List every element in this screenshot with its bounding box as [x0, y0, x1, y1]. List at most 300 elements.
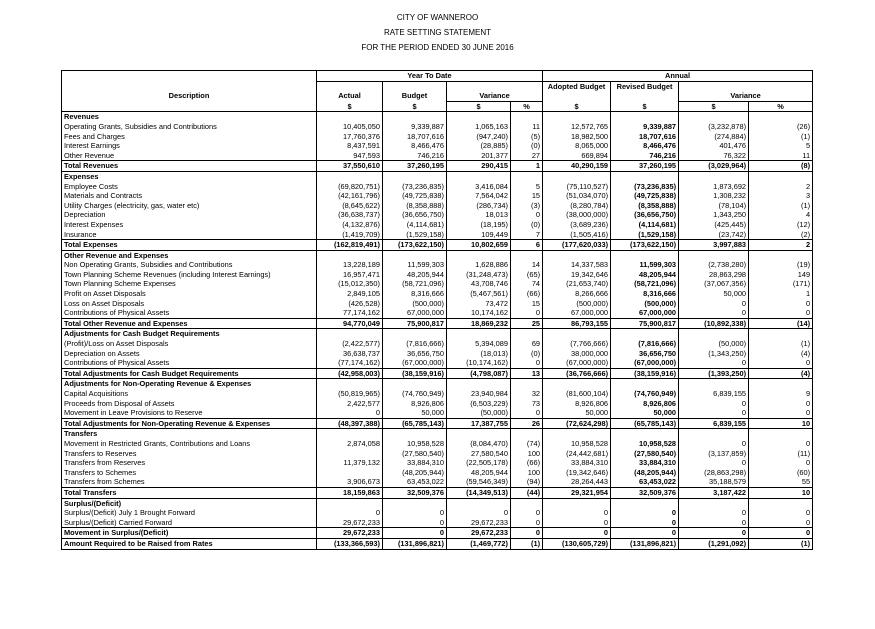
- table-row: [62, 220, 813, 230]
- header-revised: Revised Budget: [611, 81, 679, 91]
- cell-value: [749, 429, 813, 439]
- cell-value: 10,958,528: [611, 439, 679, 449]
- cell-value: (19,342,646): [543, 468, 611, 478]
- cell-value: 36,638,737: [317, 349, 383, 359]
- cell-value: 73: [511, 399, 543, 409]
- report-title-period: FOR THE PERIOD ENDED 30 JUNE 2016: [361, 43, 514, 52]
- cell-value: 36,656,750: [383, 349, 447, 359]
- cell-value: [749, 498, 813, 508]
- table-row: [62, 182, 813, 192]
- cell-value: 48,205,944: [611, 270, 679, 280]
- cell-value: 10,405,050: [317, 122, 383, 132]
- cell-value: (1,529,158): [383, 230, 447, 240]
- cell-value: 32,509,376: [383, 487, 447, 498]
- cell-value: [543, 498, 611, 508]
- cell-value: (3,232,878): [679, 122, 749, 132]
- cell-value: (67,000,000): [611, 358, 679, 368]
- row-description: Movement in Surplus/(Deficit): [62, 528, 317, 539]
- cell-value: 8,926,806: [543, 399, 611, 409]
- cell-value: 2: [749, 182, 813, 192]
- cell-value: (75,110,527): [543, 182, 611, 192]
- row-description: Revenues: [64, 112, 99, 122]
- cell-value: 2,874,058: [317, 439, 383, 449]
- header-actual: Actual: [317, 91, 383, 101]
- cell-value: (6,503,229): [447, 399, 511, 409]
- cell-value: [611, 329, 679, 339]
- row-description: Town Planning Scheme Expenses: [64, 279, 176, 289]
- cell-value: 0: [543, 508, 611, 518]
- cell-value: (1): [511, 538, 543, 549]
- cell-value: (58,721,096): [611, 279, 679, 289]
- cell-value: (69,820,751): [317, 182, 383, 192]
- cell-value: (1,529,158): [611, 230, 679, 240]
- row-description: Adjustments for Cash Budget Requirements: [64, 329, 220, 339]
- cell-value: [511, 379, 543, 389]
- table-row: [62, 260, 813, 270]
- cell-value: (133,366,593): [317, 538, 383, 549]
- cell-value: (49,725,838): [611, 191, 679, 201]
- section-heading-row: [62, 498, 813, 508]
- cell-value: [749, 329, 813, 339]
- table-row: [62, 270, 813, 280]
- cell-value: (500,000): [543, 299, 611, 309]
- cell-value: (5,467,561): [447, 289, 511, 299]
- cell-value: 37,260,195: [611, 161, 679, 172]
- cell-value: (10,892,338): [679, 318, 749, 329]
- cell-value: 1,308,232: [679, 191, 749, 201]
- cell-value: (22,505,178): [447, 458, 511, 468]
- row-description: Adjustments for Non-Operating Revenue & Expenses: [64, 379, 252, 389]
- cell-value: (162,819,491): [317, 240, 383, 251]
- table-row: [62, 518, 813, 528]
- row-description: Fees and Charges: [64, 131, 125, 141]
- cell-value: 0: [511, 358, 543, 368]
- cell-value: 0: [679, 408, 749, 418]
- cell-value: 11,599,303: [611, 260, 679, 270]
- cell-value: (67,000,000): [543, 358, 611, 368]
- cell-value: 29,672,233: [447, 528, 511, 539]
- row-description: Interest Earnings: [64, 141, 120, 151]
- cell-value: (36,656,750): [383, 210, 447, 220]
- row-description: Proceeds from Disposal of Assets: [64, 398, 175, 408]
- cell-value: 32: [511, 389, 543, 399]
- table-row: [62, 358, 813, 368]
- cell-value: (73,236,835): [611, 182, 679, 192]
- table-row: [62, 201, 813, 211]
- cell-value: (15,012,350): [317, 279, 383, 289]
- cell-value: 29,672,233: [317, 528, 383, 539]
- cell-value: 6,839,155: [679, 389, 749, 399]
- cell-value: 29,321,954: [543, 487, 611, 498]
- section-heading-row: [62, 429, 813, 439]
- cell-value: 0: [679, 458, 749, 468]
- table-row: [62, 308, 813, 318]
- total-row: [62, 240, 813, 251]
- row-description: Transfers: [64, 429, 98, 439]
- cell-value: 67,000,000: [383, 308, 447, 318]
- cell-value: (3,689,236): [543, 220, 611, 230]
- cell-value: 27,580,540: [447, 449, 511, 459]
- cell-value: (37,067,356): [679, 279, 749, 289]
- table-row: [62, 468, 813, 478]
- cell-value: (77,174,162): [317, 358, 383, 368]
- cell-value: 18,707,616: [611, 132, 679, 142]
- cell-value: 8,266,666: [543, 289, 611, 299]
- cell-value: (173,622,150): [383, 240, 447, 251]
- cell-value: (1): [749, 201, 813, 211]
- cell-value: (48,205,944): [383, 468, 447, 478]
- row-description: Loss on Asset Disposals: [64, 298, 145, 308]
- cell-value: [383, 429, 447, 439]
- cell-value: (11): [749, 449, 813, 459]
- row-description: Profit on Asset Disposals: [64, 289, 146, 299]
- cell-value: 18,869,232: [447, 318, 511, 329]
- cell-value: 26: [511, 418, 543, 429]
- cell-value: (131,896,821): [383, 538, 447, 549]
- cell-value: (2,738,280): [679, 260, 749, 270]
- cell-value: [383, 112, 447, 122]
- cell-value: (38,159,916): [383, 368, 447, 379]
- cell-value: 0: [679, 399, 749, 409]
- report-titles: [0, 10, 875, 55]
- cell-value: (38,159,916): [611, 368, 679, 379]
- cell-value: (426,528): [317, 299, 383, 309]
- cell-value: [317, 498, 383, 508]
- header-description: Description: [168, 91, 210, 101]
- cell-value: (50,000): [447, 408, 511, 418]
- cell-value: 0: [317, 408, 383, 418]
- cell-value: [317, 429, 383, 439]
- cell-value: 33,884,310: [611, 458, 679, 468]
- table-row: [62, 399, 813, 409]
- cell-value: (81,600,104): [543, 389, 611, 399]
- row-description: Movement in Restricted Grants, Contributions and Loans: [64, 438, 251, 448]
- unit-dollar: $: [611, 101, 679, 112]
- section-heading-row: [62, 250, 813, 260]
- table-row: [62, 191, 813, 201]
- cell-value: (44): [511, 487, 543, 498]
- cell-value: (58,721,096): [383, 279, 447, 289]
- cell-value: [317, 468, 383, 478]
- cell-value: (38,000,000): [543, 210, 611, 220]
- cell-value: 13: [511, 368, 543, 379]
- cell-value: (4,114,681): [383, 220, 447, 230]
- header-budget: Budget: [383, 91, 447, 101]
- cell-value: 11,379,132: [317, 458, 383, 468]
- cell-value: [317, 449, 383, 459]
- cell-value: 94,770,049: [317, 318, 383, 329]
- cell-value: 0: [511, 308, 543, 318]
- table-row: [62, 439, 813, 449]
- table-row: [62, 151, 813, 161]
- cell-value: 201,377: [447, 151, 511, 161]
- cell-value: (36,766,666): [543, 368, 611, 379]
- cell-value: 10,802,659: [447, 240, 511, 251]
- cell-value: 73,472: [447, 299, 511, 309]
- cell-value: 67,000,000: [543, 308, 611, 318]
- cell-value: (8,358,888): [383, 201, 447, 211]
- cell-value: 36,656,750: [611, 349, 679, 359]
- cell-value: (10,174,162): [447, 358, 511, 368]
- row-description: Total Expenses: [62, 240, 317, 251]
- cell-value: [511, 429, 543, 439]
- cell-value: 7: [511, 230, 543, 240]
- cell-value: 37,260,195: [383, 161, 447, 172]
- cell-value: 18,159,863: [317, 487, 383, 498]
- row-description: Insurance: [64, 229, 97, 239]
- cell-value: (7,816,666): [611, 339, 679, 349]
- cell-value: 7,564,042: [447, 191, 511, 201]
- cell-value: 0: [749, 299, 813, 309]
- cell-value: [383, 498, 447, 508]
- cell-value: [679, 112, 749, 122]
- cell-value: [611, 379, 679, 389]
- cell-value: 3,416,084: [447, 182, 511, 192]
- row-description: Surplus/(Deficit) Carried Forward: [64, 517, 173, 527]
- cell-value: (0): [511, 141, 543, 151]
- row-description: Transfers from Schemes: [64, 477, 145, 487]
- row-description: Total Revenues: [62, 161, 317, 172]
- cell-value: [317, 171, 383, 181]
- cell-value: (74): [511, 439, 543, 449]
- cell-value: 5,394,089: [447, 339, 511, 349]
- cell-value: 13,228,189: [317, 260, 383, 270]
- row-description: Amount Required to be Raised from Rates: [62, 538, 317, 549]
- cell-value: (947,240): [447, 132, 511, 142]
- cell-value: [447, 171, 511, 181]
- cell-value: 8,926,806: [611, 399, 679, 409]
- cell-value: [679, 379, 749, 389]
- table-row: [62, 210, 813, 220]
- cell-value: 8,316,666: [611, 289, 679, 299]
- row-description: (Profit)/Loss on Asset Disposals: [64, 339, 169, 349]
- section-heading-row: [62, 379, 813, 389]
- cell-value: 40,290,159: [543, 161, 611, 172]
- cell-value: [447, 250, 511, 260]
- cell-value: 33,884,310: [383, 458, 447, 468]
- cell-value: 8,437,591: [317, 141, 383, 151]
- cell-value: 10: [749, 418, 813, 429]
- cell-value: 14,337,583: [543, 260, 611, 270]
- report-title-city: CITY OF WANNEROO: [396, 13, 479, 22]
- cell-value: 11: [511, 122, 543, 132]
- cell-value: 0: [511, 408, 543, 418]
- cell-value: 10,958,528: [383, 439, 447, 449]
- cell-value: 1,873,692: [679, 182, 749, 192]
- cell-value: [679, 429, 749, 439]
- table-row: [62, 339, 813, 349]
- cell-value: (0): [511, 220, 543, 230]
- cell-value: (4,798,087): [447, 368, 511, 379]
- cell-value: [511, 250, 543, 260]
- cell-value: (5): [511, 132, 543, 142]
- cell-value: 5: [749, 141, 813, 151]
- row-description: Non Operating Grants, Subsidies and Contributions: [64, 260, 233, 270]
- cell-value: 2: [749, 240, 813, 251]
- cell-value: 0: [511, 518, 543, 528]
- cell-value: (14): [749, 318, 813, 329]
- row-description: Contributions of Physical Assets: [64, 308, 170, 318]
- cell-value: (50,819,965): [317, 389, 383, 399]
- cell-value: 746,216: [611, 151, 679, 161]
- total-row: [62, 418, 813, 429]
- cell-value: [543, 250, 611, 260]
- row-description: Depreciation on Assets: [64, 348, 140, 358]
- cell-value: 1,343,250: [679, 210, 749, 220]
- cell-value: [543, 329, 611, 339]
- cell-value: [447, 112, 511, 122]
- cell-value: (2,422,577): [317, 339, 383, 349]
- cell-value: [447, 498, 511, 508]
- cell-value: 2,422,577: [317, 399, 383, 409]
- unit-pct: %: [511, 101, 543, 112]
- table-row: [62, 508, 813, 518]
- cell-value: 55: [749, 477, 813, 487]
- cell-value: 63,453,022: [383, 477, 447, 487]
- cell-value: 100: [511, 449, 543, 459]
- unit-dollar: $: [447, 101, 511, 112]
- table-row: [62, 122, 813, 132]
- cell-value: [383, 171, 447, 181]
- cell-value: (60): [749, 468, 813, 478]
- cell-value: (8,084,470): [447, 439, 511, 449]
- cell-value: [679, 329, 749, 339]
- cell-value: 0: [749, 458, 813, 468]
- cell-value: (27,580,540): [383, 449, 447, 459]
- cell-value: 10,958,528: [543, 439, 611, 449]
- cell-value: (65): [511, 270, 543, 280]
- cell-value: 8,466,476: [611, 141, 679, 151]
- cell-value: 74: [511, 279, 543, 289]
- cell-value: (1,343,250): [679, 349, 749, 359]
- cell-value: (19): [749, 260, 813, 270]
- cell-value: [511, 112, 543, 122]
- cell-value: 290,415: [447, 161, 511, 172]
- cell-value: 5: [511, 182, 543, 192]
- header-variance-annual: Variance: [679, 91, 813, 101]
- cell-value: 76,322: [679, 151, 749, 161]
- cell-value: [543, 171, 611, 181]
- cell-value: (1,505,416): [543, 230, 611, 240]
- table-row: [62, 458, 813, 468]
- cell-value: [543, 429, 611, 439]
- cell-value: (173,622,150): [611, 240, 679, 251]
- cell-value: 0: [679, 439, 749, 449]
- cell-value: 0: [679, 358, 749, 368]
- cell-value: [611, 250, 679, 260]
- cell-value: 0: [679, 308, 749, 318]
- cell-value: [383, 379, 447, 389]
- cell-value: 75,900,817: [383, 318, 447, 329]
- cell-value: 18,982,500: [543, 132, 611, 142]
- cell-value: 35,188,579: [679, 477, 749, 487]
- cell-value: 0: [679, 528, 749, 539]
- cell-value: 50,000: [611, 408, 679, 418]
- cell-value: 15: [511, 299, 543, 309]
- cell-value: (7,766,666): [543, 339, 611, 349]
- row-description: Interest Expenses: [64, 219, 124, 229]
- total-row: [62, 538, 813, 549]
- cell-value: (1,419,709): [317, 230, 383, 240]
- cell-value: (59,546,349): [447, 477, 511, 487]
- cell-value: [511, 498, 543, 508]
- section-heading-row: [62, 329, 813, 339]
- cell-value: 746,216: [383, 151, 447, 161]
- cell-value: (1): [749, 339, 813, 349]
- cell-value: (425,445): [679, 220, 749, 230]
- cell-value: 947,593: [317, 151, 383, 161]
- cell-value: 28,863,298: [679, 270, 749, 280]
- unit-dollar: $: [383, 101, 447, 112]
- cell-value: 69: [511, 339, 543, 349]
- cell-value: [383, 250, 447, 260]
- cell-value: (177,620,033): [543, 240, 611, 251]
- cell-value: (4,114,681): [611, 220, 679, 230]
- cell-value: 48,205,944: [447, 468, 511, 478]
- unit-pct: %: [749, 101, 813, 112]
- cell-value: (27,580,540): [611, 449, 679, 459]
- report-title-statement: RATE SETTING STATEMENT: [383, 28, 492, 37]
- cell-value: (28,863,298): [679, 468, 749, 478]
- section-heading-row: [62, 112, 813, 122]
- cell-value: (23,742): [679, 230, 749, 240]
- table-row: [62, 289, 813, 299]
- cell-value: 33,884,310: [543, 458, 611, 468]
- cell-value: [543, 112, 611, 122]
- table-row: [62, 449, 813, 459]
- row-description: Materials and Contracts: [64, 191, 143, 201]
- cell-value: (274,884): [679, 132, 749, 142]
- rate-setting-table: [61, 70, 813, 550]
- cell-value: (0): [511, 349, 543, 359]
- cell-value: 17,387,755: [447, 418, 511, 429]
- table-row: [62, 279, 813, 289]
- cell-value: [611, 498, 679, 508]
- cell-value: (21,653,740): [543, 279, 611, 289]
- cell-value: 19,342,646: [543, 270, 611, 280]
- cell-value: (48,205,944): [611, 468, 679, 478]
- cell-value: 3: [749, 191, 813, 201]
- cell-value: 29,672,233: [447, 518, 511, 528]
- cell-value: 8,926,806: [383, 399, 447, 409]
- row-description: Total Other Revenue and Expenses: [62, 318, 317, 329]
- cell-value: [447, 329, 511, 339]
- cell-value: 2,849,105: [317, 289, 383, 299]
- cell-value: (66): [511, 289, 543, 299]
- cell-value: [317, 329, 383, 339]
- cell-value: 0: [679, 508, 749, 518]
- row-description: Employee Costs: [64, 181, 118, 191]
- cell-value: (8,280,784): [543, 201, 611, 211]
- cell-value: [447, 429, 511, 439]
- cell-value: 86,793,155: [543, 318, 611, 329]
- cell-value: [447, 379, 511, 389]
- cell-value: 17,760,376: [317, 132, 383, 142]
- cell-value: 27: [511, 151, 543, 161]
- cell-value: (48,397,388): [317, 418, 383, 429]
- row-description: Expenses: [64, 171, 99, 181]
- cell-value: 3,187,422: [679, 487, 749, 498]
- cell-value: 11,599,303: [383, 260, 447, 270]
- cell-value: 67,000,000: [611, 308, 679, 318]
- cell-value: 0: [511, 508, 543, 518]
- cell-value: (18,195): [447, 220, 511, 230]
- cell-value: (286,734): [447, 201, 511, 211]
- cell-value: 6,839,155: [679, 418, 749, 429]
- cell-value: [317, 250, 383, 260]
- cell-value: 16,957,471: [317, 270, 383, 280]
- cell-value: (1): [749, 538, 813, 549]
